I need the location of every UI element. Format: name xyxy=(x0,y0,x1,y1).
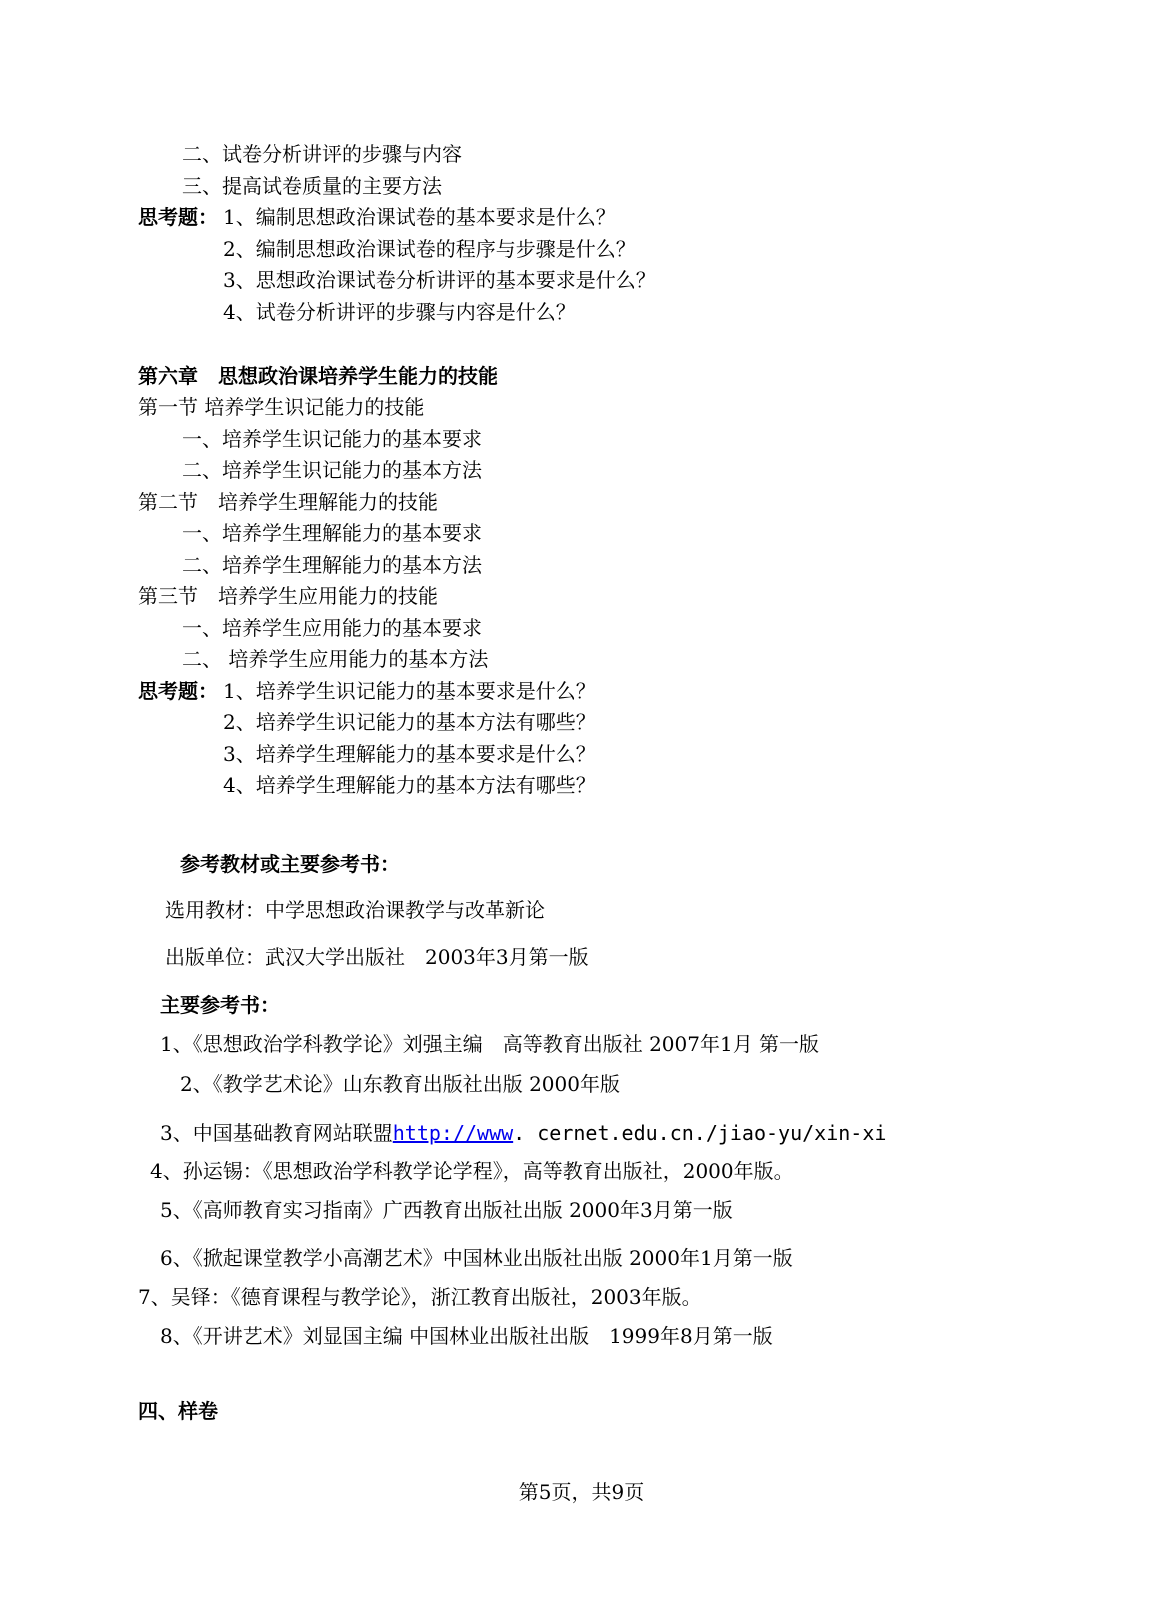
reference-item: 8、《开讲艺术》刘显国主编 中国林业出版社出版 1999年8月第一版 xyxy=(160,1324,773,1348)
publisher-line: 出版单位：武汉大学出版社 2003年3月第一版 xyxy=(165,945,589,969)
outline-item: 一、培养学生理解能力的基本要求 xyxy=(182,521,482,545)
questions-label: 思考题： xyxy=(138,679,218,703)
page-footer: 第5页，共9页 xyxy=(518,1480,645,1504)
outline-item: 三、提高试卷质量的主要方法 xyxy=(182,174,442,198)
question-item: 4、试卷分析讲评的步骤与内容是什么？ xyxy=(223,300,576,324)
textbook-line: 选用教材：中学思想政治课教学与改革新论 xyxy=(165,898,545,922)
reference-item: 1、《思想政治学科教学论》刘强主编 高等教育出版社 2007年1月 第一版 xyxy=(160,1032,820,1056)
reference-item-text: 3、中国基础教育网站联盟 xyxy=(160,1121,393,1145)
section-heading: 四、样卷 xyxy=(138,1399,218,1423)
question-item: 3、思想政治课试卷分析讲评的基本要求是什么？ xyxy=(223,268,656,292)
reference-item: 2、《教学艺术论》山东教育出版社出版 2000年版 xyxy=(180,1072,620,1096)
reference-item xyxy=(160,1120,886,1146)
question-item: 1、培养学生识记能力的基本要求是什么？ xyxy=(223,679,596,703)
reference-item: 5、《高师教育实习指南》广西教育出版社出版 2000年3月第一版 xyxy=(160,1198,733,1222)
section-title: 第三节 培养学生应用能力的技能 xyxy=(138,584,438,608)
question-item: 4、培养学生理解能力的基本方法有哪些？ xyxy=(223,773,596,797)
question-item: 2、培养学生识记能力的基本方法有哪些？ xyxy=(223,710,596,734)
questions-label: 思考题： xyxy=(138,205,218,229)
chapter-title: 第六章 思想政治课培养学生能力的技能 xyxy=(138,364,498,388)
section-title: 第二节 培养学生理解能力的技能 xyxy=(138,490,438,514)
main-references-heading: 主要参考书： xyxy=(160,993,280,1017)
question-item: 2、编制思想政治课试卷的程序与步骤是什么？ xyxy=(223,237,636,261)
outline-item: 一、培养学生识记能力的基本要求 xyxy=(182,427,482,451)
question-item: 1、编制思想政治课试卷的基本要求是什么？ xyxy=(223,205,616,229)
outline-item: 二、培养学生识记能力的基本方法 xyxy=(182,458,482,482)
reference-item: 4、孙运锡：《思想政治学科教学论学程》，高等教育出版社，2000年版。 xyxy=(150,1159,794,1183)
references-heading: 参考教材或主要参考书： xyxy=(180,852,400,876)
section-title: 第一节 培养学生识记能力的技能 xyxy=(138,395,425,419)
outline-item: 二、 培养学生应用能力的基本方法 xyxy=(182,647,489,671)
reference-item: 6、《掀起课堂教学小高潮艺术》中国林业出版社出版 2000年1月第一版 xyxy=(160,1246,793,1270)
outline-item: 一、培养学生应用能力的基本要求 xyxy=(182,616,482,640)
outline-item: 二、试卷分析讲评的步骤与内容 xyxy=(182,142,462,166)
reference-item-url-suffix: . cernet.edu.cn./jiao-yu/xin-xi xyxy=(513,1121,887,1145)
reference-item: 7、吴铎：《德育课程与教学论》，浙江教育出版社，2003年版。 xyxy=(138,1285,702,1309)
website-link[interactable]: http://www xyxy=(392,1121,514,1145)
question-item: 3、培养学生理解能力的基本要求是什么？ xyxy=(223,742,596,766)
outline-item: 二、培养学生理解能力的基本方法 xyxy=(182,553,482,577)
